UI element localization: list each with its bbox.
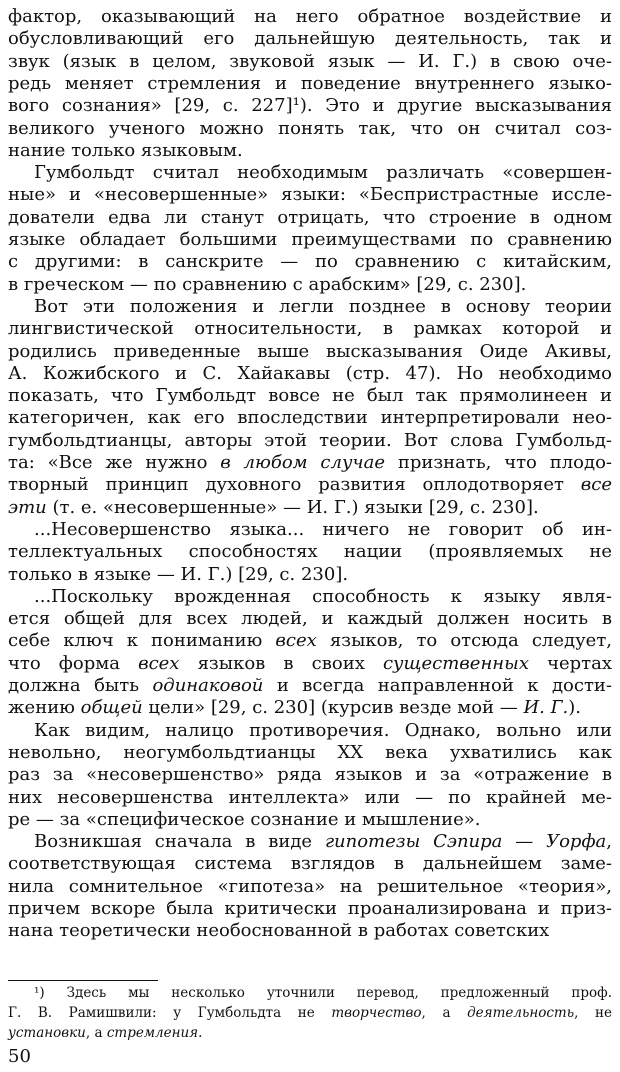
text-line: творный принцип духовного развития оплодотворяет все: [8, 474, 612, 496]
text-line: показать, что Гумбольдт вовсе не был так прямолинеен и: [8, 385, 612, 407]
text-line: обусловливающий его дальнейшую деятельность, так и: [8, 28, 612, 50]
text-line: родились приведенные выше высказывания Оиде Акивы,: [8, 340, 612, 362]
text-line: Вот эти положения и легли позднее в основу теории: [34, 295, 612, 317]
text-line: языке обладает большими преимуществами по сравнению: [8, 229, 612, 250]
text-line: та: «Все же нужно в любом случае признать, что плодо-: [8, 452, 612, 473]
text-line: Возникшая сначала в виде гипотезы Сэпира — Уорфа,: [34, 831, 612, 853]
text-line: ...Несовершенство языка... ничего не говорит об ин-: [34, 518, 612, 540]
text-line: великого ученого можно понять так, что он считал соз-: [8, 117, 612, 139]
text-line: А. Кожибского и С. Хайакавы (стр. 47). Но необходимо: [8, 362, 612, 384]
text-line: что форма всех языков в своих существенных чертах: [8, 652, 612, 674]
text-line: нание только языковым.: [8, 139, 243, 161]
text-line: ре — за «специфическое сознание и мышление».: [8, 808, 481, 830]
text-line: дователи едва ли станут отрицать, что строение в одном: [8, 206, 612, 228]
text-line: фактор, оказывающий на него обратное воздействие и: [8, 6, 612, 27]
text-line: с другими: в санскрите — по сравнению с китайским,: [8, 251, 612, 273]
text-line: категоричен, как его впоследствии интерпретировали нео-: [8, 407, 612, 429]
text-line: ется общей для всех людей, и каждый должен носить в: [8, 608, 612, 630]
text-line: раз за «несовершенство» ряда языков и за «отражение в: [8, 764, 612, 786]
text-line: эти (т. е. «несовершенные» — И. Г.) языки [29, с. 230].: [8, 496, 539, 518]
page-number: 50: [8, 1046, 31, 1067]
text-line: соответствующая система взглядов в дальнейшем заме-: [8, 853, 612, 875]
text-line: должна быть одинаковой и всегда направленной к дости-: [8, 675, 612, 696]
text-line: Как видим, налицо противоречия. Однако, вольно или: [34, 719, 612, 741]
text-line: редь меняет стремления и поведение внутреннего языко-: [8, 72, 612, 94]
text-line: нана теоретически необоснованной в работах советских: [8, 920, 550, 942]
text-line: лингвистической относительности, в рамках которой и: [8, 318, 612, 340]
text-line: в греческом — по сравнению с арабским» [29, с. 230].: [8, 273, 527, 295]
text-line: ...Поскольку врожденная способность к языку явля-: [34, 585, 612, 607]
text-line: жению общей цели» [29, с. 230] (курсив везде мой — И. Г.).: [8, 697, 582, 719]
text-line: вого сознания» [29, с. 227]¹). Это и другие высказывания: [8, 95, 612, 117]
text-line: звук (язык в целом, звуковой язык — И. Г.) в свою оче-: [8, 50, 612, 72]
footnote-line: установки, а стремления.: [8, 1025, 203, 1041]
text-line: ные» и «несовершенные» языки: «Беспристрастные иссле-: [8, 184, 612, 206]
text-line: Гумбольдт считал необходимым различать «совершен-: [34, 162, 612, 184]
footnote-rule: [8, 980, 158, 981]
text-line: гумбольдтианцы, авторы этой теории. Вот слова Гумбольд-: [8, 429, 612, 451]
text-line: только в языке — И. Г.) [29, с. 230].: [8, 563, 349, 585]
text-line: причем вскоре была критически проанализирована и приз-: [8, 898, 612, 919]
text-line: теллектуальных способностях нации (проявляемых не: [8, 541, 612, 563]
text-line: них несовершенства интеллекта» или — по крайней ме-: [8, 786, 612, 808]
footnote-line: Г. В. Рамишвили: у Гумбольдта не творчество, а деятельность, не: [8, 1005, 612, 1021]
text-line: невольно, неогумбольдтианцы XX века ухватились как: [8, 741, 612, 763]
text-line: себе ключ к пониманию всех языков, то отсюда следует,: [8, 630, 612, 652]
footnote-line: ¹) Здесь мы несколько уточнили перевод, предложенный проф.: [34, 985, 612, 1001]
text-line: нила сомнительное «гипотеза» на решительное «теория»,: [8, 875, 612, 897]
